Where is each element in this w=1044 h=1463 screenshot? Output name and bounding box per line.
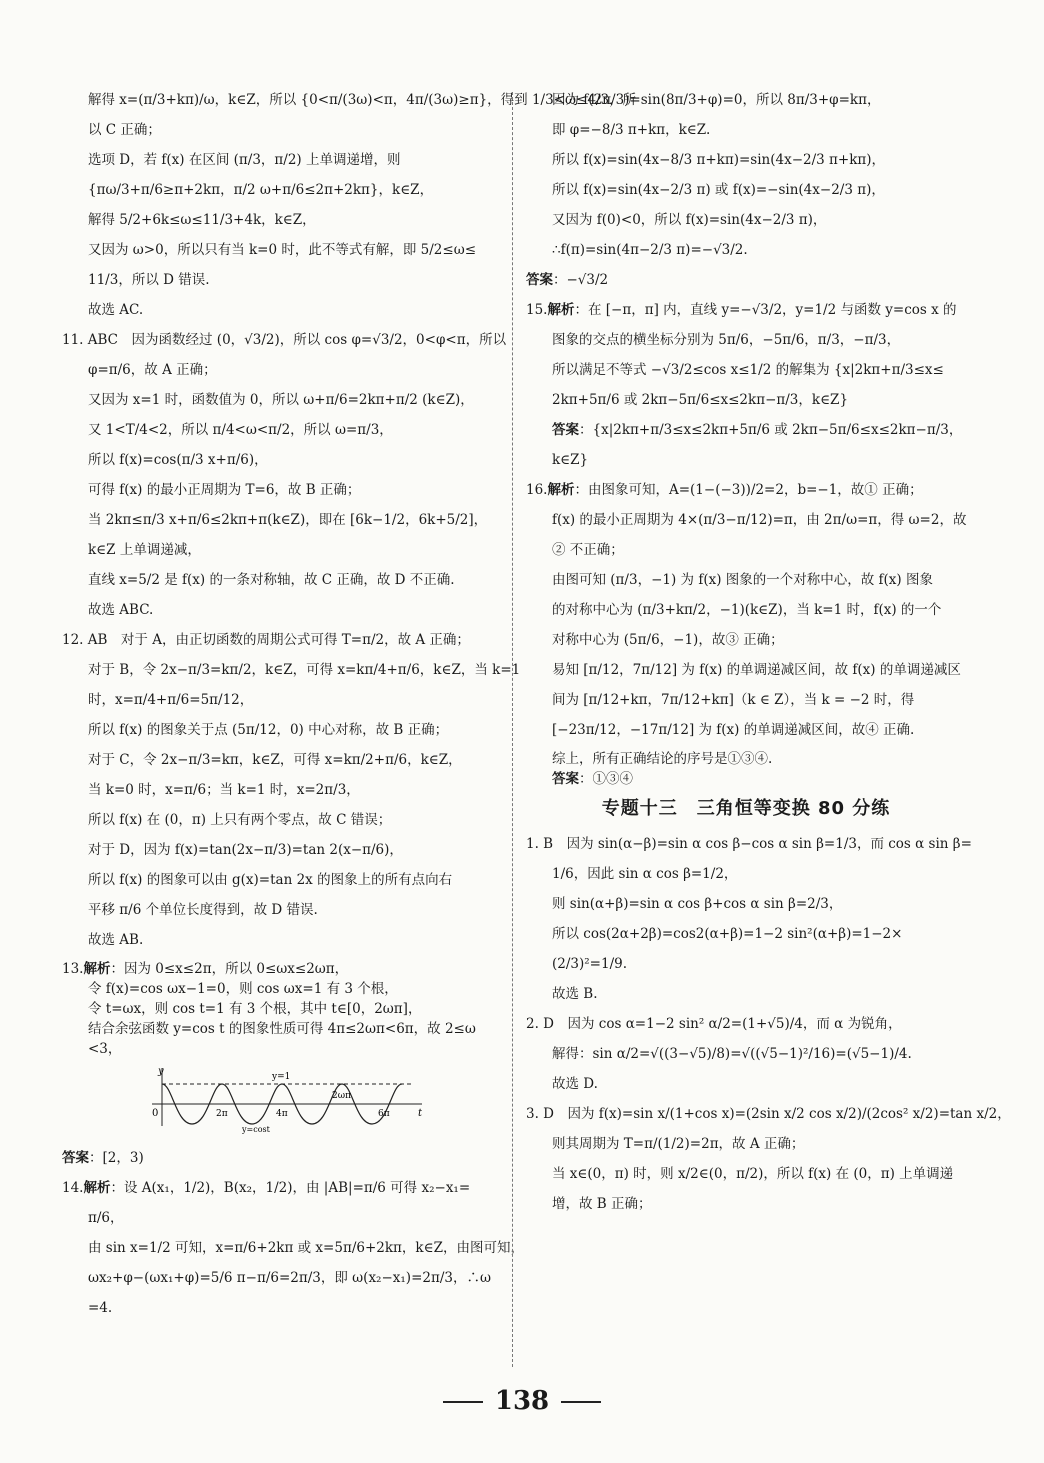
t-axis-label: t (418, 1108, 423, 1119)
text-line: 对于 C，令 2x−π/3=kπ，k∈Z，可得 x=kπ/2+π/6，k∈Z， (88, 752, 462, 768)
text-line: =4. (88, 1300, 113, 1316)
text-line: 选项 D，若 f(x) 在区间 (π/3，π/2) 上单调递增，则 (88, 152, 401, 168)
answer-value: ：①③④ (579, 771, 633, 787)
text-line: 即 φ=−8/3 π+kπ，k∈Z. (552, 122, 711, 138)
text-line: 平移 π/6 个单位长度得到，故 D 错误. (88, 902, 318, 918)
text-line: 3. D 因为 f(x)=sin x/(1+cos x)=(2sin x/2 cos x/2)/(2cos² x/2)=tan x/2， (526, 1106, 1011, 1122)
line-label: y=1 (272, 1072, 291, 1082)
text-line: 易知 [π/12，7π/12] 为 f(x) 的单调递减区间，故 f(x) 的单调递减区 (552, 662, 961, 678)
text-line: 解得：sin α/2=√((3−√5)/8)=√((√5−1)²/16)=(√5−1)/4. (552, 1046, 912, 1062)
text-line: k∈Z 上单调递减， (88, 542, 201, 558)
question-16 (526, 480, 966, 788)
text-line: 可得 f(x) 的最小正周期为 T=6，故 B 正确； (88, 482, 361, 498)
text-line: 11. ABC 因为函数经过 (0，√3/2)，所以 cos φ=√3/2，0<φ<π，所以 (62, 332, 507, 348)
text-line: ：设 A(x₁，1/2)，B(x₂，1/2)，由 |AB|=π/6 可得 x₂−x₁= (110, 1180, 471, 1196)
text-line: ② 不正确； (552, 542, 624, 558)
question-number: 15. (526, 302, 548, 318)
text-line: 故选 ABC. (88, 602, 154, 618)
question-number: 14. (62, 1180, 84, 1196)
text-line: 所以 cos(2α+2β)=cos2(α+β)=1−2 sin²(α+β)=1−2× (552, 926, 903, 942)
analysis-label: 解析 (83, 1180, 111, 1196)
tick-label: 4π (276, 1109, 288, 1119)
text-line: 解得 5/2+6k≤ω≤11/3+4k，k∈Z， (88, 212, 316, 228)
text-line: 故选 D. (552, 1076, 598, 1092)
text-line: 间为 [π/12+kπ，7π/12+kπ]（k ∈ Z），当 k = −2 时，得 (552, 692, 915, 708)
text-line: 故选 AB. (88, 932, 144, 948)
tick-label: 2π (216, 1109, 228, 1119)
text-line: 当 2kπ≤π/3 x+π/6≤2kπ+π(k∈Z)，即在 [6k−1/2，6k+5/2]， (88, 512, 488, 528)
text-line: 令 f(x)=cos ωx−1=0，则 cos ωx=1 有 3 个根， (88, 981, 398, 997)
text-line: 由 sin x=1/2 可知，x=π/6+2kπ 或 x=5π/6+2kπ，k∈Z，由图可知， (88, 1240, 524, 1256)
text-line: 综上，所有正确结论的序号是①③④. (552, 751, 773, 767)
text-line: 又 1<T/4<2，所以 π/4<ω<π/2，所以 ω=π/3， (88, 422, 393, 438)
page-number-footer (0, 1386, 1044, 1416)
question-number: 16. (526, 482, 548, 498)
cosine-graph (132, 1064, 432, 1134)
text-line: 结合余弦函数 y=cos t 的图象性质可得 4π≤2ωπ<6π，故 2≤ω (88, 1021, 476, 1037)
question-15 (526, 300, 966, 470)
answer-value: k∈Z} (552, 452, 589, 468)
answer-label: 答案 (552, 422, 579, 438)
text-line: 故选 B. (552, 986, 598, 1002)
footer-dash (561, 1401, 601, 1403)
section-title: 专题十三 三角恒等变换 80 分练 (601, 798, 891, 819)
analysis-label: 解析 (547, 302, 575, 318)
tick-label: 6π (378, 1109, 390, 1119)
text-line: 又因为 f(0)<0，所以 f(x)=sin(4x−2/3 π)， (552, 212, 827, 228)
text-line: 1/6，因此 sin α cos β=1/2， (552, 866, 738, 882)
text-line: 的对称中心为 (π/3+kπ/2，−1)(k∈Z)，当 k=1 时，f(x) 的一个 (552, 602, 942, 618)
text-line: 又因为 x=1 时，函数值为 0，所以 ω+π/6=2kπ+π/2 (k∈Z)， (88, 392, 474, 408)
text-line: 对于 D，因为 f(x)=tan(2x−π/3)=tan 2(x−π/6)， (88, 842, 403, 858)
answer-label: 答案 (526, 272, 553, 288)
text-line: ：由图象可知，A=(1−(−3))/2=2，b=−1，故① 正确； (574, 482, 923, 498)
tick-label: 2ωπ (332, 1091, 351, 1101)
text-line: 增，故 B 正确； (552, 1196, 652, 1212)
text-line: f(x) 的最小正周期为 4×(π/3−π/12)=π，由 2π/ω=π，得 ω=2，故 (552, 512, 967, 528)
text-line: [−23π/12，−17π/12] 为 f(x) 的单调递减区间，故④ 正确. (552, 722, 915, 738)
text-line: φ=π/6，故 A 正确； (88, 362, 217, 378)
footer-dash (443, 1401, 483, 1403)
text-line: 2. D 因为 cos α=1−2 sin² α/2=(1+√5)/4，而 α 为锐角， (526, 1016, 902, 1032)
analysis-label: 解析 (547, 482, 575, 498)
text-line: 又因为 ω>0，所以只有当 k=0 时，此不等式有解，即 5/2≤ω≤ (88, 242, 477, 258)
text-line: ：在 [−π，π] 内，直线 y=−√3/2，y=1/2 与函数 y=cos x 的 (574, 302, 957, 318)
text-line: <3， (88, 1041, 122, 1057)
text-line: ωx₂+φ−(ωx₁+φ)=5/6 π−π/6=2π/3，即 ω(x₂−x₁)=2π/3，∴ω (88, 1270, 491, 1286)
question-14 (62, 1178, 524, 1318)
column-divider (512, 92, 513, 1367)
text-line: 则其周期为 T=π/(1/2)=2π，故 A 正确； (552, 1136, 805, 1152)
text-line: 所以 f(x) 在 (0，π) 上只有两个零点，故 C 错误； (88, 812, 392, 828)
text-line: 所以 f(x) 的图象可以由 g(x)=tan 2x 的图象上的所有点向右 (88, 872, 453, 888)
text-line: π/6， (88, 1210, 124, 1226)
text-line: (2/3)²=1/9. (552, 956, 628, 972)
right-column (526, 90, 1011, 1224)
text-line: 所以满足不等式 −√3/2≤cos x≤1/2 的解集为 {x|2kπ+π/3≤x≤ (552, 362, 944, 378)
text-line: 所以 f(x) 的图象关于点 (5π/12，0) 中心对称，故 B 正确； (88, 722, 449, 738)
text-line: 故选 AC. (88, 302, 144, 318)
analysis-label: 解析 (83, 961, 111, 977)
text-line: 所以 f(x)=sin(4x−8/3 π+kπ)=sin(4x−2/3 π+kπ)， (552, 152, 886, 168)
text-line: ：因为 0≤x≤2π，所以 0≤ωx≤2ωπ， (110, 961, 349, 977)
origin-label: 0 (152, 1108, 159, 1119)
y-axis-label: y (158, 1066, 164, 1077)
text-line: 则 sin(α+β)=sin α cos β+cos α sin β=2/3， (552, 896, 843, 912)
right-lines (526, 90, 966, 260)
text-line: 令 t=ωx，则 cos t=1 有 3 个根，其中 t∈[0，2ωπ]， (88, 1001, 422, 1017)
text-line: 1. B 因为 sin(α−β)=sin α cos β−cos α sin β=1/3，而 cos α sin β= (526, 836, 972, 852)
section-lines (526, 834, 1011, 1214)
question-number: 13. (62, 961, 84, 977)
text-line: 时，x=π/4+π/6=5π/12， (88, 692, 254, 708)
text-line: 由图可知 (π/3，−1) 为 f(x) 图象的一个对称中心，故 f(x) 图象 (552, 572, 933, 588)
text-line: 以 C 正确； (88, 122, 161, 138)
text-line: {πω/3+π/6≥π+2kπ，π/2 ω+π/6≤2π+2kπ}，k∈Z， (88, 182, 434, 198)
answer-value: ：[2，3) (89, 1150, 144, 1166)
text-line: 当 x∈(0，π) 时，则 x/2∈(0，π/2)，所以 f(x) 在 (0，π) 上单调递 (552, 1166, 954, 1182)
text-line: 12. AB 对于 A，由正切函数的周期公式可得 T=π/2，故 A 正确； (62, 632, 470, 648)
question-13 (62, 960, 502, 1168)
text-line: 对称中心为 (5π/6，−1)，故③ 正确； (552, 632, 784, 648)
answer-value: ：{x|2kπ+π/3≤x≤2kπ+5π/6 或 2kπ−5π/6≤x≤2kπ−π/3， (579, 422, 963, 438)
curve-label: y=cost (242, 1125, 270, 1134)
answer-value: ：−√3/2 (553, 272, 609, 288)
text-line: 直线 x=5/2 是 f(x) 的一条对称轴，故 C 正确，故 D 不正确. (88, 572, 455, 588)
page-number: 138 (494, 1386, 550, 1416)
text-line: 2kπ+5π/6 或 2kπ−5π/6≤x≤2kπ−π/3，k∈Z} (552, 392, 849, 408)
text-line: 当 k=0 时，x=π/6；当 k=1 时，x=2π/3， (88, 782, 360, 798)
text-line: 所以 f(x)=sin(4x−2/3 π) 或 f(x)=−sin(4x−2/3 π)， (552, 182, 885, 198)
text-line: 所以 f(x)=cos(π/3 x+π/6)， (88, 452, 268, 468)
text-line: 11/3，所以 D 错误. (88, 272, 210, 288)
text-line: 图象的交点的横坐标分别为 5π/6，−5π/6，π/3，−π/3， (552, 332, 901, 348)
answer-label: 答案 (552, 771, 579, 787)
text-line: ∴f(π)=sin(4π−2/3 π)=−√3/2. (552, 242, 748, 258)
answer-label: 答案 (62, 1150, 89, 1166)
text-line: 对于 B，令 2x−π/3=kπ/2，k∈Z，可得 x=kπ/4+π/6，k∈Z，当 k=1 (88, 662, 521, 678)
text-line: 解得 x=(π/3+kπ)/ω，k∈Z，所以 {0<π/(3ω)<π，4π/(3ω)≥π}，得到 1/3<ω≤4/3，所 (88, 92, 637, 108)
text-line: 因为 f(2π/3)=sin(8π/3+φ)=0，所以 8π/3+φ=kπ， (552, 92, 881, 108)
